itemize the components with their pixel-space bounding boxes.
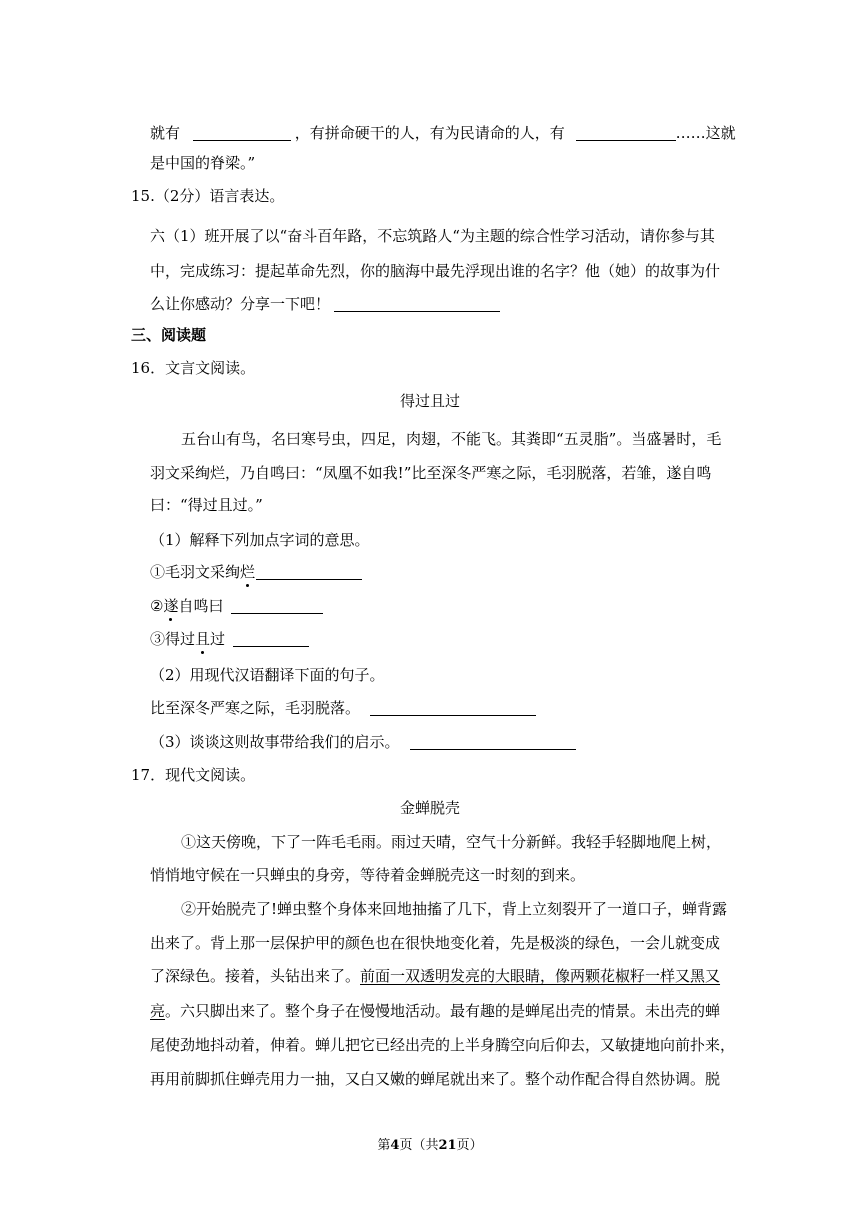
question-text: 六（1）班开展了以“奋斗百年路，不忘筑路人“为主题的综合性学习活动，请你参与其: [150, 227, 715, 245]
sub-question: （1）解释下列加点字词的意思。: [150, 531, 370, 549]
passage-line: 五台山有鸟，名曰寒号虫，四足，肉翅，不能飞。其粪即“五灵脂”。当盛暑时，毛: [181, 430, 722, 448]
passage-line: 曰：“得过且过。”: [150, 496, 263, 514]
answer-blank[interactable]: [193, 124, 291, 141]
answer-item: [150, 732, 576, 752]
answer-blank[interactable]: [256, 563, 362, 580]
answer-item: [150, 596, 323, 616]
footer-text: 页）: [456, 1138, 483, 1153]
passage-line: 悄悄地守候在一只蝉虫的身旁，等待着金蝉脱壳这一时刻的到来。: [150, 866, 586, 884]
question-15-heading: 15.（2分）语言表达。: [131, 187, 285, 205]
text: 自鸣曰: [178, 597, 224, 615]
section-heading: 三、阅读题: [131, 326, 207, 344]
text: ③得过: [150, 630, 196, 648]
page-total: 21: [438, 1138, 457, 1153]
sub-question: （2）用现代汉语翻译下面的句子。: [150, 666, 385, 684]
text: 过: [210, 630, 226, 648]
answer-blank[interactable]: [334, 295, 500, 312]
passage-line: 是中国的脊梁。”: [150, 154, 256, 172]
text: （3）谈谈这则故事带给我们的启示。: [150, 733, 400, 751]
question-17-heading: 17．现代文阅读。: [131, 766, 256, 784]
text: ②: [150, 597, 164, 615]
underlined-sentence: 亮: [150, 1002, 166, 1020]
text: ①毛羽文采绚: [150, 563, 241, 581]
page-footer: [0, 1137, 860, 1155]
passage-line: [150, 123, 736, 143]
text: 。六只脚出来了。整个身子在慢慢地活动。最有趣的是蝉尾出壳的情景。未出壳的蝉: [165, 1002, 721, 1020]
footer-text: 第: [377, 1138, 391, 1153]
passage-line: 出来了。背上那一层保护甲的颜色也在很快地变化着，先是极淡的绿色，一会儿就变成: [150, 934, 721, 952]
dotted-char: 烂: [240, 563, 256, 581]
passage-line: [150, 966, 720, 986]
dotted-char: 且: [195, 630, 211, 648]
answer-blank[interactable]: [410, 733, 576, 750]
page-number: 4: [390, 1138, 400, 1153]
answer-blank[interactable]: [231, 597, 323, 614]
passage-line: 羽文采绚烂，乃自鸣曰：“凤凰不如我!”比至深冬严寒之际，毛羽脱落，若雏，遂自鸣: [150, 464, 712, 482]
passage-title: 得过且过: [399, 392, 460, 410]
passage-line: 尾使劲地抖动着，伸着。蝉儿把它已经出壳的上半身腾空向后仰去，又敏捷地向前扑来，: [150, 1036, 736, 1054]
text: 么让你感动？分享一下吧！: [150, 295, 331, 313]
question-text: 中，完成练习：提起革命先烈，你的脑海中最先浮现出谁的名字？他（她）的故事为什: [150, 262, 721, 280]
passage-line: ②开始脱壳了!蝉虫整个身体来回地抽搐了几下，背上立刻裂开了一道口子，蝉背露: [181, 900, 728, 918]
question-text: [150, 294, 500, 314]
underlined-sentence: 前面一双透明发亮的大眼睛，像两颗花椒籽一样又黑又: [360, 967, 721, 985]
passage-line: [150, 1001, 720, 1021]
passage-line: 再用前脚抓住蝉壳用力一抽，又白又嫩的蝉尾就出来了。整个动作配合得自然协调。脱: [150, 1070, 721, 1088]
passage-title: 金蝉脱壳: [399, 799, 460, 817]
text: 了深绿色。接着，头钻出来了。: [150, 967, 361, 985]
answer-item: [150, 698, 536, 718]
passage-line: ①这天傍晚，下了一阵毛毛雨。雨过天晴，空气十分新鲜。我轻手轻脚地爬上树，: [181, 833, 722, 851]
answer-item: [150, 562, 362, 582]
answer-item: [150, 629, 309, 649]
text: 比至深冬严寒之际，毛羽脱落。: [150, 699, 361, 717]
text: 就有: [150, 124, 181, 142]
text: ，有拼命硬干的人，有为民请命的人，有: [294, 124, 565, 142]
question-16-heading: 16．文言文阅读。: [131, 359, 256, 377]
dotted-char: 遂: [163, 597, 179, 615]
answer-blank[interactable]: [576, 124, 676, 141]
answer-blank[interactable]: [370, 699, 536, 716]
text: ……这就: [675, 124, 736, 142]
footer-text: 页（共: [399, 1138, 439, 1153]
answer-blank[interactable]: [233, 630, 309, 647]
